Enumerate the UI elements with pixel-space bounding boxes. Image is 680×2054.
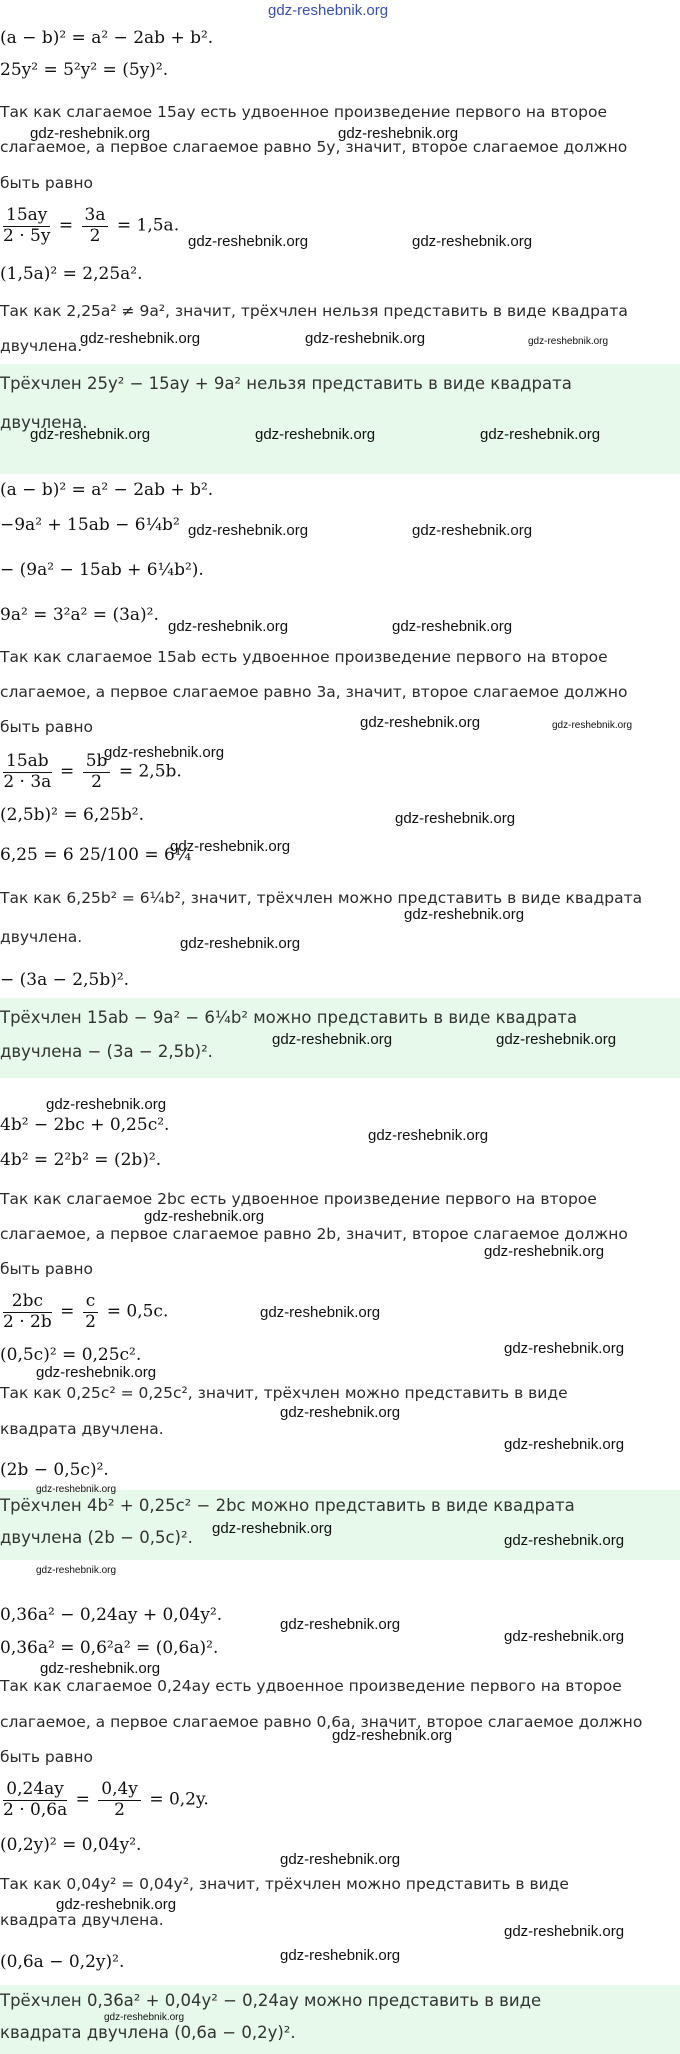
watermark: gdz-reshebnik.org	[504, 1436, 625, 1453]
text-equal-4: быть равно	[0, 1748, 93, 1766]
conclusion-1-line-a: Трёхчлен 25y² − 15ay + 9a² нельзя представить в виде квадрата	[0, 374, 572, 393]
watermark: gdz-reshebnik.org	[484, 1243, 605, 1260]
watermark: gdz-reshebnik.org	[412, 233, 533, 250]
formula-15a: (1,5a)² = 2,25a².	[0, 264, 143, 284]
watermark: gdz-reshebnik.org	[280, 1851, 401, 1868]
watermark: gdz-reshebnik.org	[338, 125, 459, 142]
watermark: gdz-reshebnik.org	[332, 1727, 453, 1744]
watermark: gdz-reshebnik.org	[36, 1364, 157, 1381]
frac1-num: 15ay	[3, 206, 50, 227]
formula-fraction-1: $\frac{15ay}{2 \cdot 5y}$ = $\frac{3a}{2}$ = 1,5a.	[3, 205, 180, 246]
watermark: gdz-reshebnik.org	[404, 906, 525, 923]
watermark: gdz-reshebnik.org	[36, 1565, 117, 1576]
frac2-num: 15ab	[3, 752, 52, 773]
frac1-result: = 1,5a.	[116, 215, 180, 236]
watermark: gdz-reshebnik.org	[30, 125, 151, 142]
watermark: gdz-reshebnik.org	[305, 330, 426, 347]
text-equal-2: быть равно	[0, 718, 93, 736]
watermark: gdz-reshebnik.org	[280, 1404, 401, 1421]
text-intro-2bc: Так как слагаемое 2bc есть удвоенное произведение первого на второе	[0, 1190, 597, 1208]
watermark: gdz-reshebnik.org	[504, 1340, 625, 1357]
formula-answer-2: − (3a − 2,5b)².	[0, 970, 130, 990]
conclusion-2-line-b: двучлена − (3a − 2,5b)².	[0, 1042, 213, 1061]
formula-trinomial-3: 4b² − 2bc + 0,25c².	[0, 1115, 170, 1135]
watermark: gdz-reshebnik.org	[392, 618, 513, 635]
conclusion-4-line-b: квадрата двучлена (0,6a − 0,2y)².	[0, 2023, 296, 2042]
watermark: gdz-reshebnik.org	[480, 426, 601, 443]
watermark: gdz-reshebnik.org	[144, 1208, 265, 1225]
watermark: gdz-reshebnik.org	[504, 1628, 625, 1645]
text-square-binom-4: квадрата двучлена.	[0, 1911, 164, 1929]
watermark: gdz-reshebnik.org	[104, 2012, 185, 2023]
frac4-den: 2 · 0,6a	[3, 1799, 68, 1820]
formula-02y: (0,2y)² = 0,04y².	[0, 1835, 142, 1855]
frac2-result: = 2,5b.	[118, 761, 182, 782]
frac4-mid-den: 2	[114, 1799, 125, 1820]
text-not-square: Так как 2,25a² ≠ 9a², значит, трёхчлен нельзя представить в виде квадрата	[0, 302, 628, 320]
formula-fraction-3: $\frac{2bc}{2 \cdot 2b}$ = $\frac{c}{2}$ = 0,5c.	[3, 1291, 169, 1332]
frac4-num: 0,24ay	[3, 1780, 67, 1801]
conclusion-3	[0, 1490, 680, 1560]
text-intro-15ab: Так как слагаемое 15ab есть удвоенное произведение первого на второе	[0, 648, 608, 666]
conclusion-3-line-a: Трёхчлен 4b² + 0,25c² − 2bc можно представить в виде квадрата	[0, 1496, 575, 1515]
text-can-square-c: Так как 0,25c² = 0,25c², значит, трёхчлен можно представить в виде	[0, 1384, 568, 1402]
watermark: gdz-reshebnik.org	[188, 233, 309, 250]
text-intro-024ay: Так как слагаемое 0,24ay есть удвоенное произведение первого на второе	[0, 1677, 622, 1695]
formula-fraction-4: $\frac{0,24ay}{2 \cdot 0,6a}$ = $\frac{0,4y}{2}$ = 0,2y.	[3, 1779, 209, 1820]
formula-answer-3: (2b − 0,5c)².	[0, 1460, 109, 1480]
formula-square-difference-2: (a − b)² = a² − 2ab + b².	[0, 480, 214, 500]
watermark: gdz-reshebnik.org	[280, 1616, 401, 1633]
formula-trinomial-2-paren: − (9a² − 15ab + 6¼b²).	[0, 560, 204, 580]
watermark: gdz-reshebnik.org	[280, 1947, 401, 1964]
conclusion-1-line-b: двучлена.	[0, 413, 88, 432]
formula-4b: 4b² = 2²b² = (2b)².	[0, 1150, 162, 1170]
text-binom-1: двучлена.	[0, 337, 83, 355]
formula-9a: 9a² = 3²a² = (3a)².	[0, 605, 159, 625]
watermark: gdz-reshebnik.org	[104, 744, 225, 761]
watermark: gdz-reshebnik.org	[80, 330, 201, 347]
watermark: gdz-reshebnik.org	[188, 522, 309, 539]
watermark: gdz-reshebnik.org	[528, 336, 609, 347]
frac4-mid-num: 0,4y	[98, 1780, 141, 1801]
formula-25y: 25y² = 5²y² = (5y)².	[0, 60, 169, 80]
watermark: gdz-reshebnik.org	[46, 1096, 167, 1113]
watermark: gdz-reshebnik.org	[368, 1127, 489, 1144]
watermark: gdz-reshebnik.org	[272, 1031, 393, 1048]
frac4-result: = 0,2y.	[149, 1789, 209, 1810]
text-equal-3: быть равно	[0, 1260, 93, 1278]
watermark: gdz-reshebnik.org	[56, 1896, 177, 1913]
frac3-num: 2bc	[3, 1292, 52, 1313]
frac2-mid-num: 5b	[83, 752, 111, 773]
watermark: gdz-reshebnik.org	[412, 522, 533, 539]
text-square-binom-3: квадрата двучлена.	[0, 1420, 164, 1438]
frac1-den: 2 · 5y	[3, 225, 51, 246]
text-first-2b: слагаемое, а первое слагаемое равно 2b, значит, второе слагаемое должно	[0, 1225, 628, 1243]
watermark-top: gdz-reshebnik.org	[268, 2, 389, 19]
frac2-mid-den: 2	[91, 771, 102, 792]
conclusion-4-line-a: Трёхчлен 0,36a² + 0,04y² − 0,24ay можно представить в виде	[0, 1991, 542, 2010]
watermark: gdz-reshebnik.org	[168, 618, 289, 635]
formula-trinomial-2: −9a² + 15ab − 6¼b²	[0, 515, 180, 535]
formula-25b: (2,5b)² = 6,25b².	[0, 805, 145, 825]
watermark: gdz-reshebnik.org	[504, 1532, 625, 1549]
watermark: gdz-reshebnik.org	[40, 1660, 161, 1677]
formula-05c: (0,5c)² = 0,25c².	[0, 1345, 142, 1365]
text-binom-2: двучлена.	[0, 928, 83, 946]
frac3-den: 2 · 2b	[3, 1311, 52, 1332]
formula-036: 0,36a² = 0,6²a² = (0,6a)².	[0, 1638, 219, 1658]
frac3-mid-num: c	[83, 1292, 99, 1313]
frac1-mid-num: 3a	[82, 206, 109, 227]
watermark: gdz-reshebnik.org	[552, 720, 633, 731]
watermark: gdz-reshebnik.org	[30, 426, 151, 443]
text-can-square-y: Так как 0,04y² = 0,04y², значит, трёхчлен можно представить в виде	[0, 1875, 569, 1893]
watermark: gdz-reshebnik.org	[170, 838, 291, 855]
watermark: gdz-reshebnik.org	[180, 935, 301, 952]
watermark: gdz-reshebnik.org	[496, 1031, 617, 1048]
formula-fraction-2: $\frac{15ab}{2 \cdot 3a}$ = $\frac{5b}{2}$ = 2,5b.	[3, 751, 182, 792]
conclusion-2-line-a: Трёхчлен 15ab − 9a² − 6¼b² можно представить в виде квадрата	[0, 1008, 578, 1027]
text-intro-15ay: Так как слагаемое 15ay есть удвоенное произведение первого на второе	[0, 103, 607, 121]
formula-625: 6,25 = 6 25/100 = 6¼	[0, 845, 192, 865]
text-can-square-b: Так как 6,25b² = 6¼b², значит, трёхчлен можно представить в виде квадрата	[0, 889, 643, 907]
watermark: gdz-reshebnik.org	[504, 1923, 625, 1940]
watermark: gdz-reshebnik.org	[395, 810, 516, 827]
frac3-result: = 0,5c.	[106, 1301, 169, 1322]
text-first-3a: слагаемое, а первое слагаемое равно 3a, значит, второе слагаемое должно	[0, 683, 628, 701]
formula-answer-4: (0,6a − 0,2y)².	[0, 1952, 125, 1972]
text-first-06a: слагаемое, а первое слагаемое равно 0,6a, значит, второе слагаемое должно	[0, 1713, 643, 1731]
watermark: gdz-reshebnik.org	[36, 1484, 117, 1495]
watermark: gdz-reshebnik.org	[212, 1520, 333, 1537]
conclusion-4	[0, 1985, 680, 2054]
text-first-5y: слагаемое, а первое слагаемое равно 5y, значит, второе слагаемое должно	[0, 138, 628, 156]
frac1-mid-den: 2	[89, 225, 101, 246]
conclusion-3-line-b: двучлена (2b − 0,5c)².	[0, 1528, 193, 1547]
formula-trinomial-4: 0,36a² − 0,24ay + 0,04y².	[0, 1605, 223, 1625]
formula-square-difference: (a − b)² = a² − 2ab + b².	[0, 28, 214, 48]
conclusion-1	[0, 364, 680, 474]
watermark: gdz-reshebnik.org	[260, 1304, 381, 1321]
watermark: gdz-reshebnik.org	[360, 714, 481, 731]
text-equal-1: быть равно	[0, 174, 93, 192]
frac3-mid-den: 2	[85, 1311, 96, 1332]
frac2-den: 2 · 3a	[3, 771, 52, 792]
watermark: gdz-reshebnik.org	[255, 426, 376, 443]
